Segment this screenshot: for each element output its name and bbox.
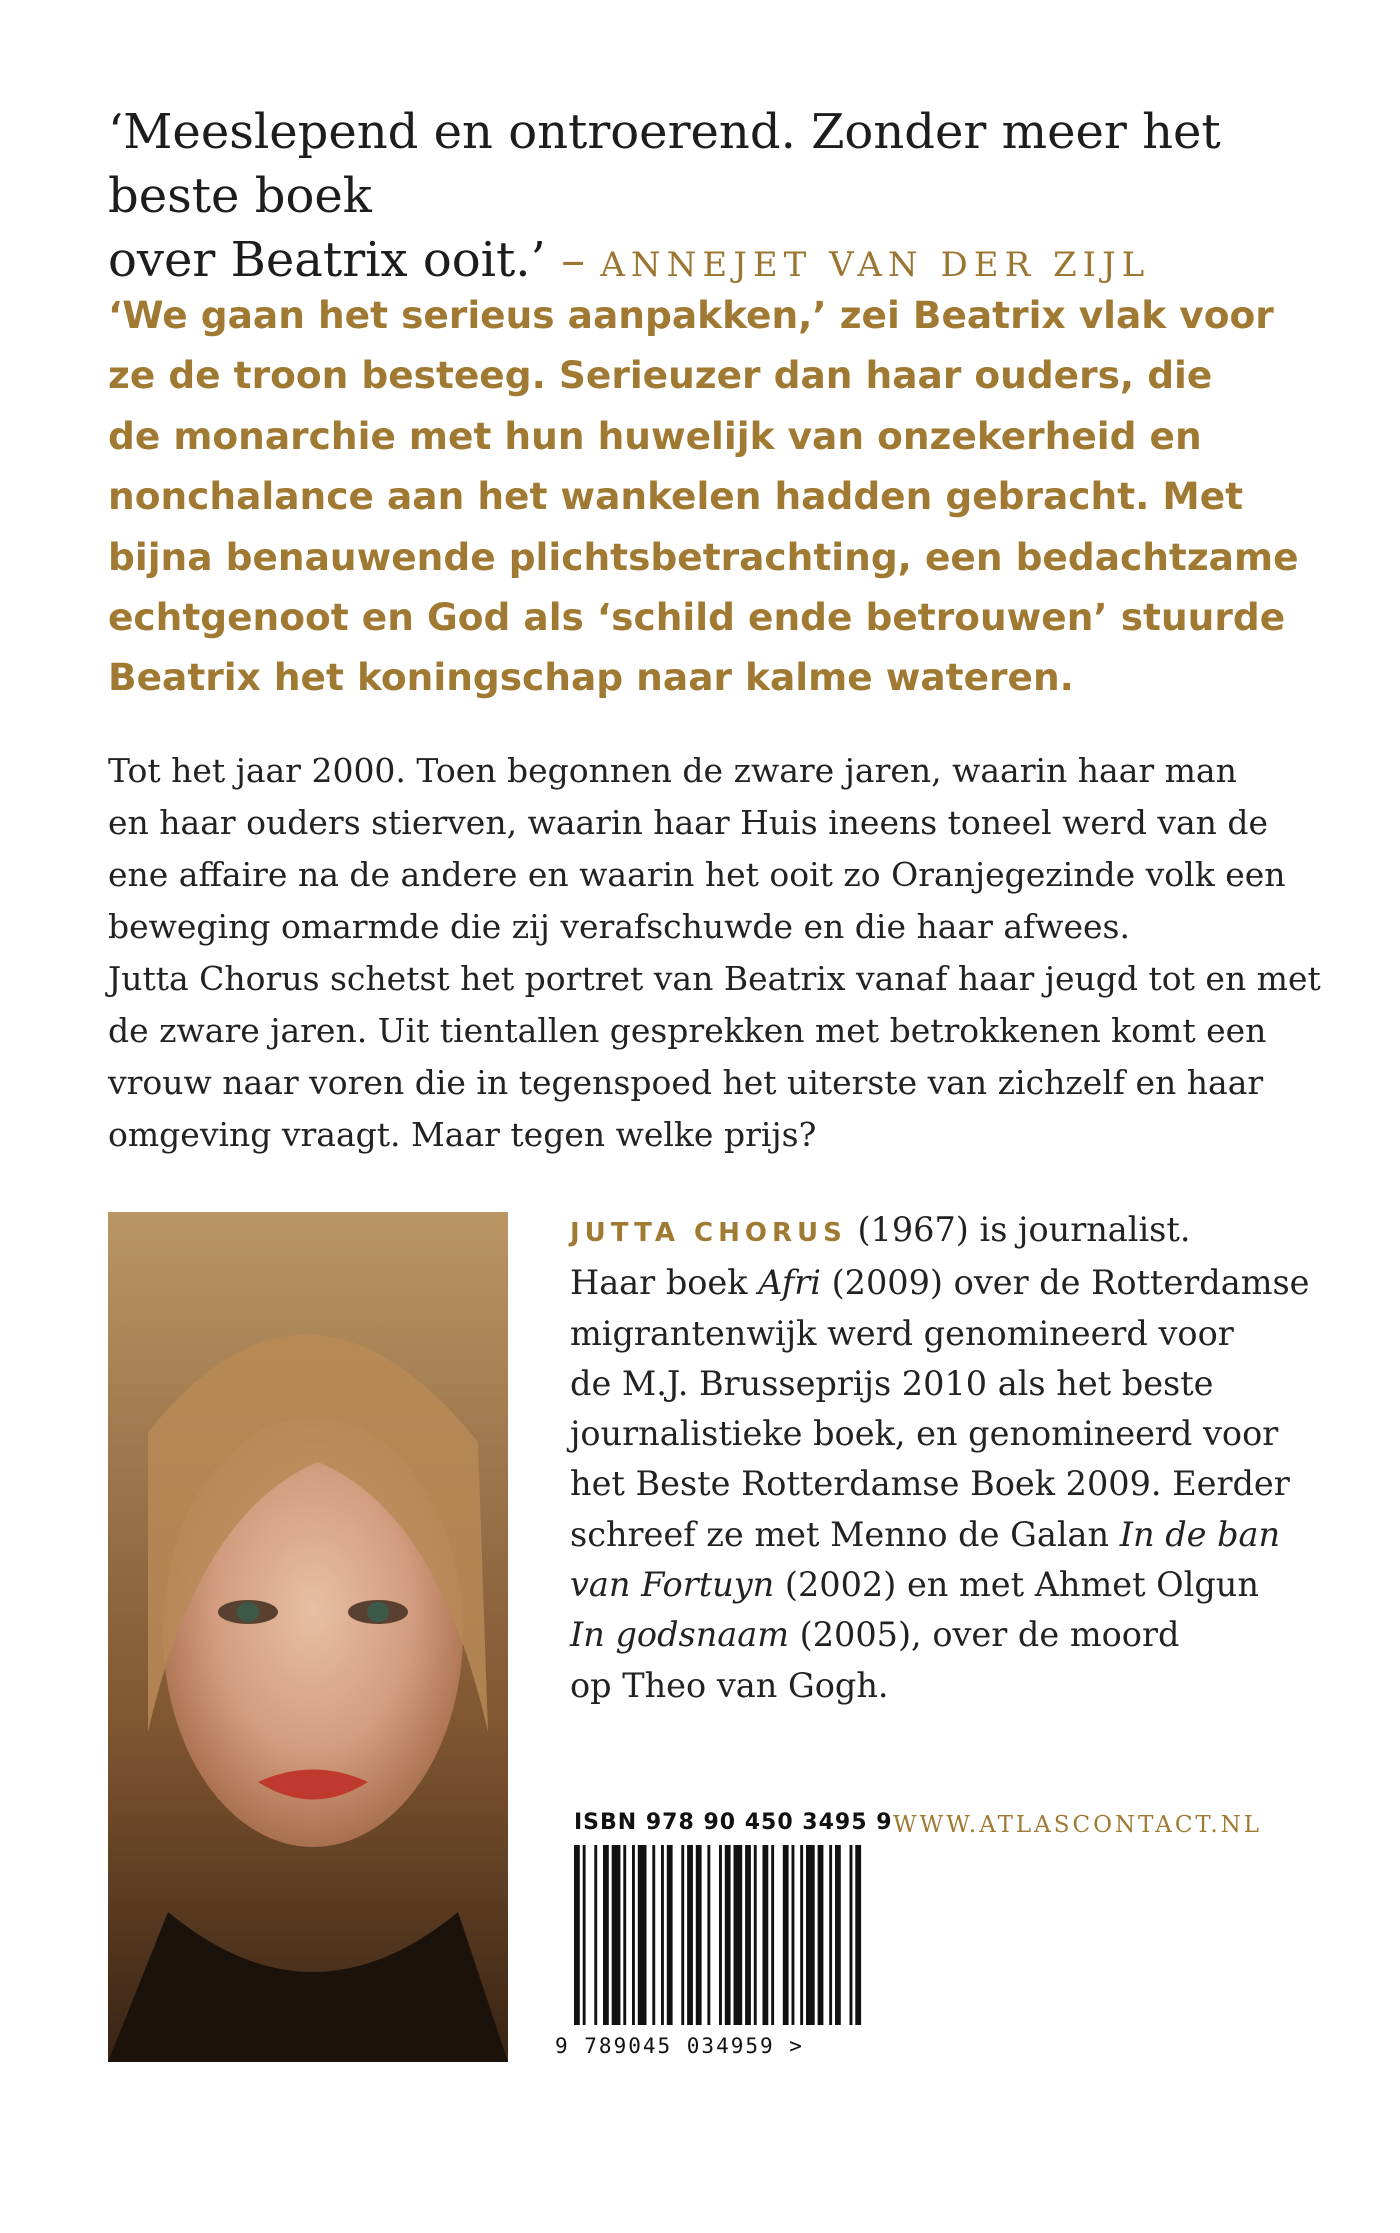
author-name: JUTTA CHORUS [570,1218,847,1248]
barcode-bar [829,1845,832,2025]
barcode-bar [594,1845,597,2025]
bio-text: (2002) en met Ahmet Olgun [774,1565,1259,1605]
author-photo [108,1212,508,2062]
bio-line: de M.J. Brusseprijs 2010 als het beste [570,1363,1214,1403]
book-title: In de ban [1119,1514,1281,1554]
barcode-bar [632,1845,635,2025]
barcode-bar [745,1845,751,2025]
barcode-bar [783,1845,789,2025]
barcode-bar [800,1845,803,2025]
barcode-digits: 9 789045 034959 > [555,2034,804,2058]
book-title: Afri [758,1263,821,1303]
barcode-bar [771,1845,774,2025]
bio-line [570,1560,1330,1610]
blurb-line: Beatrix het koningschap naar kalme wateren. [108,655,1074,700]
quote-dash: – [561,232,586,288]
bio-line [570,1258,1330,1308]
body-line: vrouw naar voren die in tegenspoed het uiterste van zichzelf en haar [108,1063,1264,1102]
barcode-bar [818,1845,824,2025]
blurb-line: bijna benauwende plichtsbetrachting, een bedachtzame [108,534,1299,579]
review-quote [108,100,1308,297]
bio-line: op Theo van Gogh. [570,1665,889,1705]
blurb-line: nonchalance aan het wankelen hadden gebracht. Met [108,474,1244,519]
bio-text: schreef ze met Menno de Galan [570,1514,1120,1554]
quote-line-2: over Beatrix ooit.’ [108,232,546,288]
barcode-bar [623,1845,626,2025]
barcode-bar [850,1845,853,2025]
bio-line: migrantenwijk werd genomineerd voor [570,1313,1234,1353]
barcode-bar [806,1845,815,2025]
barcode-bar [687,1845,693,2025]
body-line: beweging omarmde die zij verafschuwde en die haar afwees. [108,907,1130,946]
blurb-line: de monarchie met hun huwelijk van onzekerheid en [108,413,1202,458]
barcode-bar [696,1845,702,2025]
bio-text: (2009) over de Rotterdamse [820,1263,1310,1303]
barcode-bar [763,1845,769,2025]
barcode-bar [707,1845,710,2025]
bio-text: Haar boek [570,1263,759,1303]
author-bio [570,1205,1330,1711]
body-paragraph [108,745,1328,1161]
barcode-bar [734,1845,743,2025]
barcode-bar [719,1845,722,2025]
bio-line: journalistieke boek, en genomineerd voor [570,1414,1279,1454]
book-title: In godsnaam [570,1615,789,1655]
isbn-number: ISBN 978 90 450 3495 9 [574,1810,893,1835]
barcode-bar [792,1845,795,2025]
quote-line-1: ‘Meeslepend en ontroerend. Zonder meer het beste boek [108,104,1221,224]
bio-line [570,1610,1330,1660]
bio-text: (2005), over de moord [789,1615,1180,1655]
barcode-bar [725,1845,731,2025]
body-line: Tot het jaar 2000. Toen begonnen de zware jaren, waarin haar man [108,751,1237,790]
quote-attribution: ANNEJET VAN DER ZIJL [600,245,1151,285]
body-line: omgeving vraagt. Maar tegen welke prijs? [108,1115,817,1154]
blurb-line: ze de troon besteeg. Serieuzer dan haar ouders, die [108,353,1213,398]
barcode-bar [835,1845,841,2025]
barcode-bar [574,1845,580,2025]
body-line: Jutta Chorus schetst het portret van Beatrix vanaf haar jeugd tot en met [108,959,1321,998]
barcode-bar [661,1845,664,2025]
barcode-bar [612,1845,621,2025]
blurb-line: ‘We gaan het serieus aanpakken,’ zei Beatrix vlak voor [108,293,1274,337]
barcode-bar [652,1845,655,2025]
bio-line [570,1205,1330,1258]
barcode-bar [638,1845,647,2025]
body-line: en haar ouders stierven, waarin haar Huis ineens toneel werd van de [108,803,1269,842]
barcode-bar [667,1845,673,2025]
bio-line [570,1510,1330,1560]
barcode [572,1845,862,2025]
body-line: ene affaire na de andere en waarin het ooit zo Oranjegezinde volk een [108,855,1286,894]
bio-line: het Beste Rotterdamse Boek 2009. Eerder [570,1464,1290,1504]
barcode-bar [681,1845,684,2025]
barcode-bar [754,1845,757,2025]
body-line: de zware jaren. Uit tientallen gesprekken met betrokkenen komt een [108,1011,1267,1050]
barcode-bar [603,1845,609,2025]
book-title: van Fortuyn [570,1565,775,1605]
barcode-bar [583,1845,586,2025]
author-portrait-illustration [108,1212,508,2062]
publisher-url[interactable]: WWW.ATLASCONTACT.NL [893,1812,1263,1838]
barcode-bar [855,1845,861,2025]
blurb-paragraph [108,285,1318,708]
bio-text: (1967) is journalist. [846,1210,1191,1249]
blurb-line: echtgenoot en God als ‘schild ende betrouwen’ stuurde [108,595,1286,640]
